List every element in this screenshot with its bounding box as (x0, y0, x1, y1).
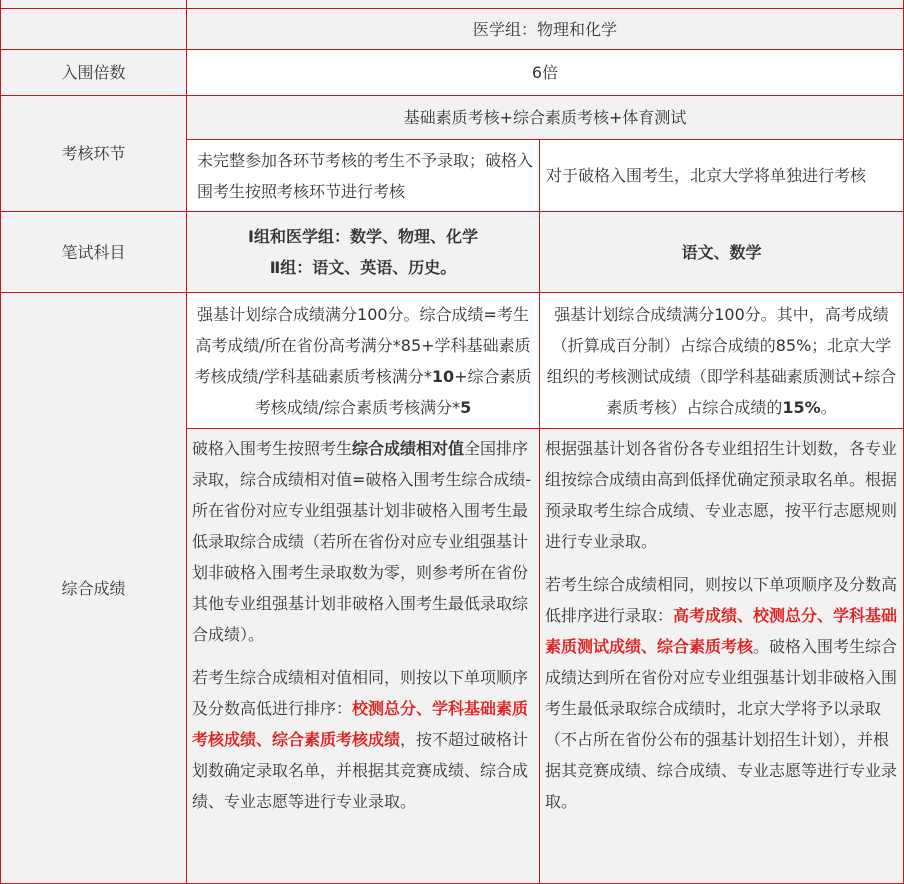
row-label-kaohe: 考核环节 (1, 96, 187, 212)
zonghe-a-right-cell (540, 293, 904, 429)
red-span: 高考成绩、校测总分、学科基础素质测试成绩、综合素质考核 (545, 606, 898, 656)
zonghe-a-left-cell (187, 293, 540, 429)
text-span: ，按不超过破格计划数确定录取名单，并根据其竞赛成绩、综合成绩、专业志愿等进行专业录取。 (192, 730, 529, 811)
row-label-zonghe: 综合成绩 (1, 293, 187, 884)
text-span: 若考生综合成绩相对值相同，则按以下单项顺序及分数高低进行排序： (192, 668, 529, 718)
text-span: 破格入围考生按照考生 (192, 439, 353, 458)
cell-empty (187, 0, 904, 9)
row-label-ruwei: 入围倍数 (1, 50, 187, 96)
zonghe-a-left-text: 强基计划综合成绩满分100分。综合成绩=考生高考成绩/所在省份高考满分*85+学科基础素质考核成绩/学科基础素质考核满分* (194, 304, 531, 386)
zonghe-a-left-bold1: 10 (431, 366, 455, 386)
zonghe-a-left-bold2: 5 (460, 397, 472, 417)
kaohe-right-cell: 对于破格入围考生，北京大学将单独进行考核 (540, 140, 904, 212)
row-label-bishi: 笔试科目 (1, 212, 187, 293)
text-span: 若考生综合成绩相同，则按以下单项顺序及分数高低排序进行录取： (545, 575, 898, 625)
red-span: 校测总分、学科基础素质考核成绩、综合素质考核成绩 (192, 699, 529, 749)
zonghe-b-left-para2 (192, 662, 535, 817)
table-row (1, 9, 904, 50)
table-row (1, 50, 904, 96)
table-row (1, 96, 904, 140)
zonghe-a-right-end: 。 (820, 397, 837, 417)
medical-group-cell: 医学组：物理和化学 (187, 9, 904, 50)
ruwei-value: 6倍 (187, 50, 904, 96)
table-row (1, 0, 904, 9)
kaohe-span-cell: 基础素质考核+综合素质考核+体育测试 (187, 96, 904, 140)
bishi-right-cell: 语文、数学 (540, 212, 904, 293)
table-row (1, 293, 904, 429)
bishi-left-cell (187, 212, 540, 293)
text-span: 。破格入围考生综合成绩达到所在省份对应专业组强基计划非破格入围考生最低录取综合成绩时，北京大学将予以录取（不占所在省份公布的强基计划招生计划），并根据其竞赛成绩、综合成绩、专业志愿等进行专业录取。 (545, 637, 898, 811)
label-cell-empty (1, 0, 187, 9)
zonghe-b-right-para1: 根据强基计划各省份各专业组招生计划数，各专业组按综合成绩由高到低择优确定预录取名单。根据预录取考生综合成绩、专业志愿，按平行志愿规则进行专业录取。 (545, 439, 898, 551)
label-cell-empty (1, 9, 187, 50)
zonghe-a-left-mid: +综合素质考核成绩/综合素质考核满分* (254, 366, 532, 417)
kaohe-left-cell: 未完整参加各环节考核的考生不予录取；破格入围考生按照考核环节进行考核 (187, 140, 540, 212)
zonghe-b-left-cell (187, 429, 540, 884)
text-span: 全国排序录取，综合成绩相对值=破格入围考生综合成绩-所在省份对应专业组强基计划非破格入围考生最低录取综合成绩（若所在省份对应专业组强基计划非破格入围考生录取数为零，则参考所在省份其他专业组强基计划非破格入围考生最低录取综合成绩）。 (192, 439, 532, 644)
bishi-left-line1: Ⅰ组和医学组：数学、物理、化学 (248, 227, 478, 246)
bishi-left-line2: Ⅱ组：语文、英语、历史。 (269, 258, 457, 277)
zonghe-b-left-para1 (192, 433, 535, 650)
zonghe-a-right-bold: 15% (782, 397, 821, 417)
bold-span: 综合成绩相对值 (352, 439, 465, 458)
zonghe-a-right-text: 强基计划综合成绩满分100分。其中，高考成绩（折算成百分制）占综合成绩的85%；北京大学组织的考核测试成绩（即学科基础素质测试+综合素质考核）占综合成绩的 (546, 304, 897, 417)
table-row (1, 212, 904, 293)
zonghe-b-right-para2 (545, 569, 899, 817)
zonghe-b-right-cell (540, 429, 904, 884)
